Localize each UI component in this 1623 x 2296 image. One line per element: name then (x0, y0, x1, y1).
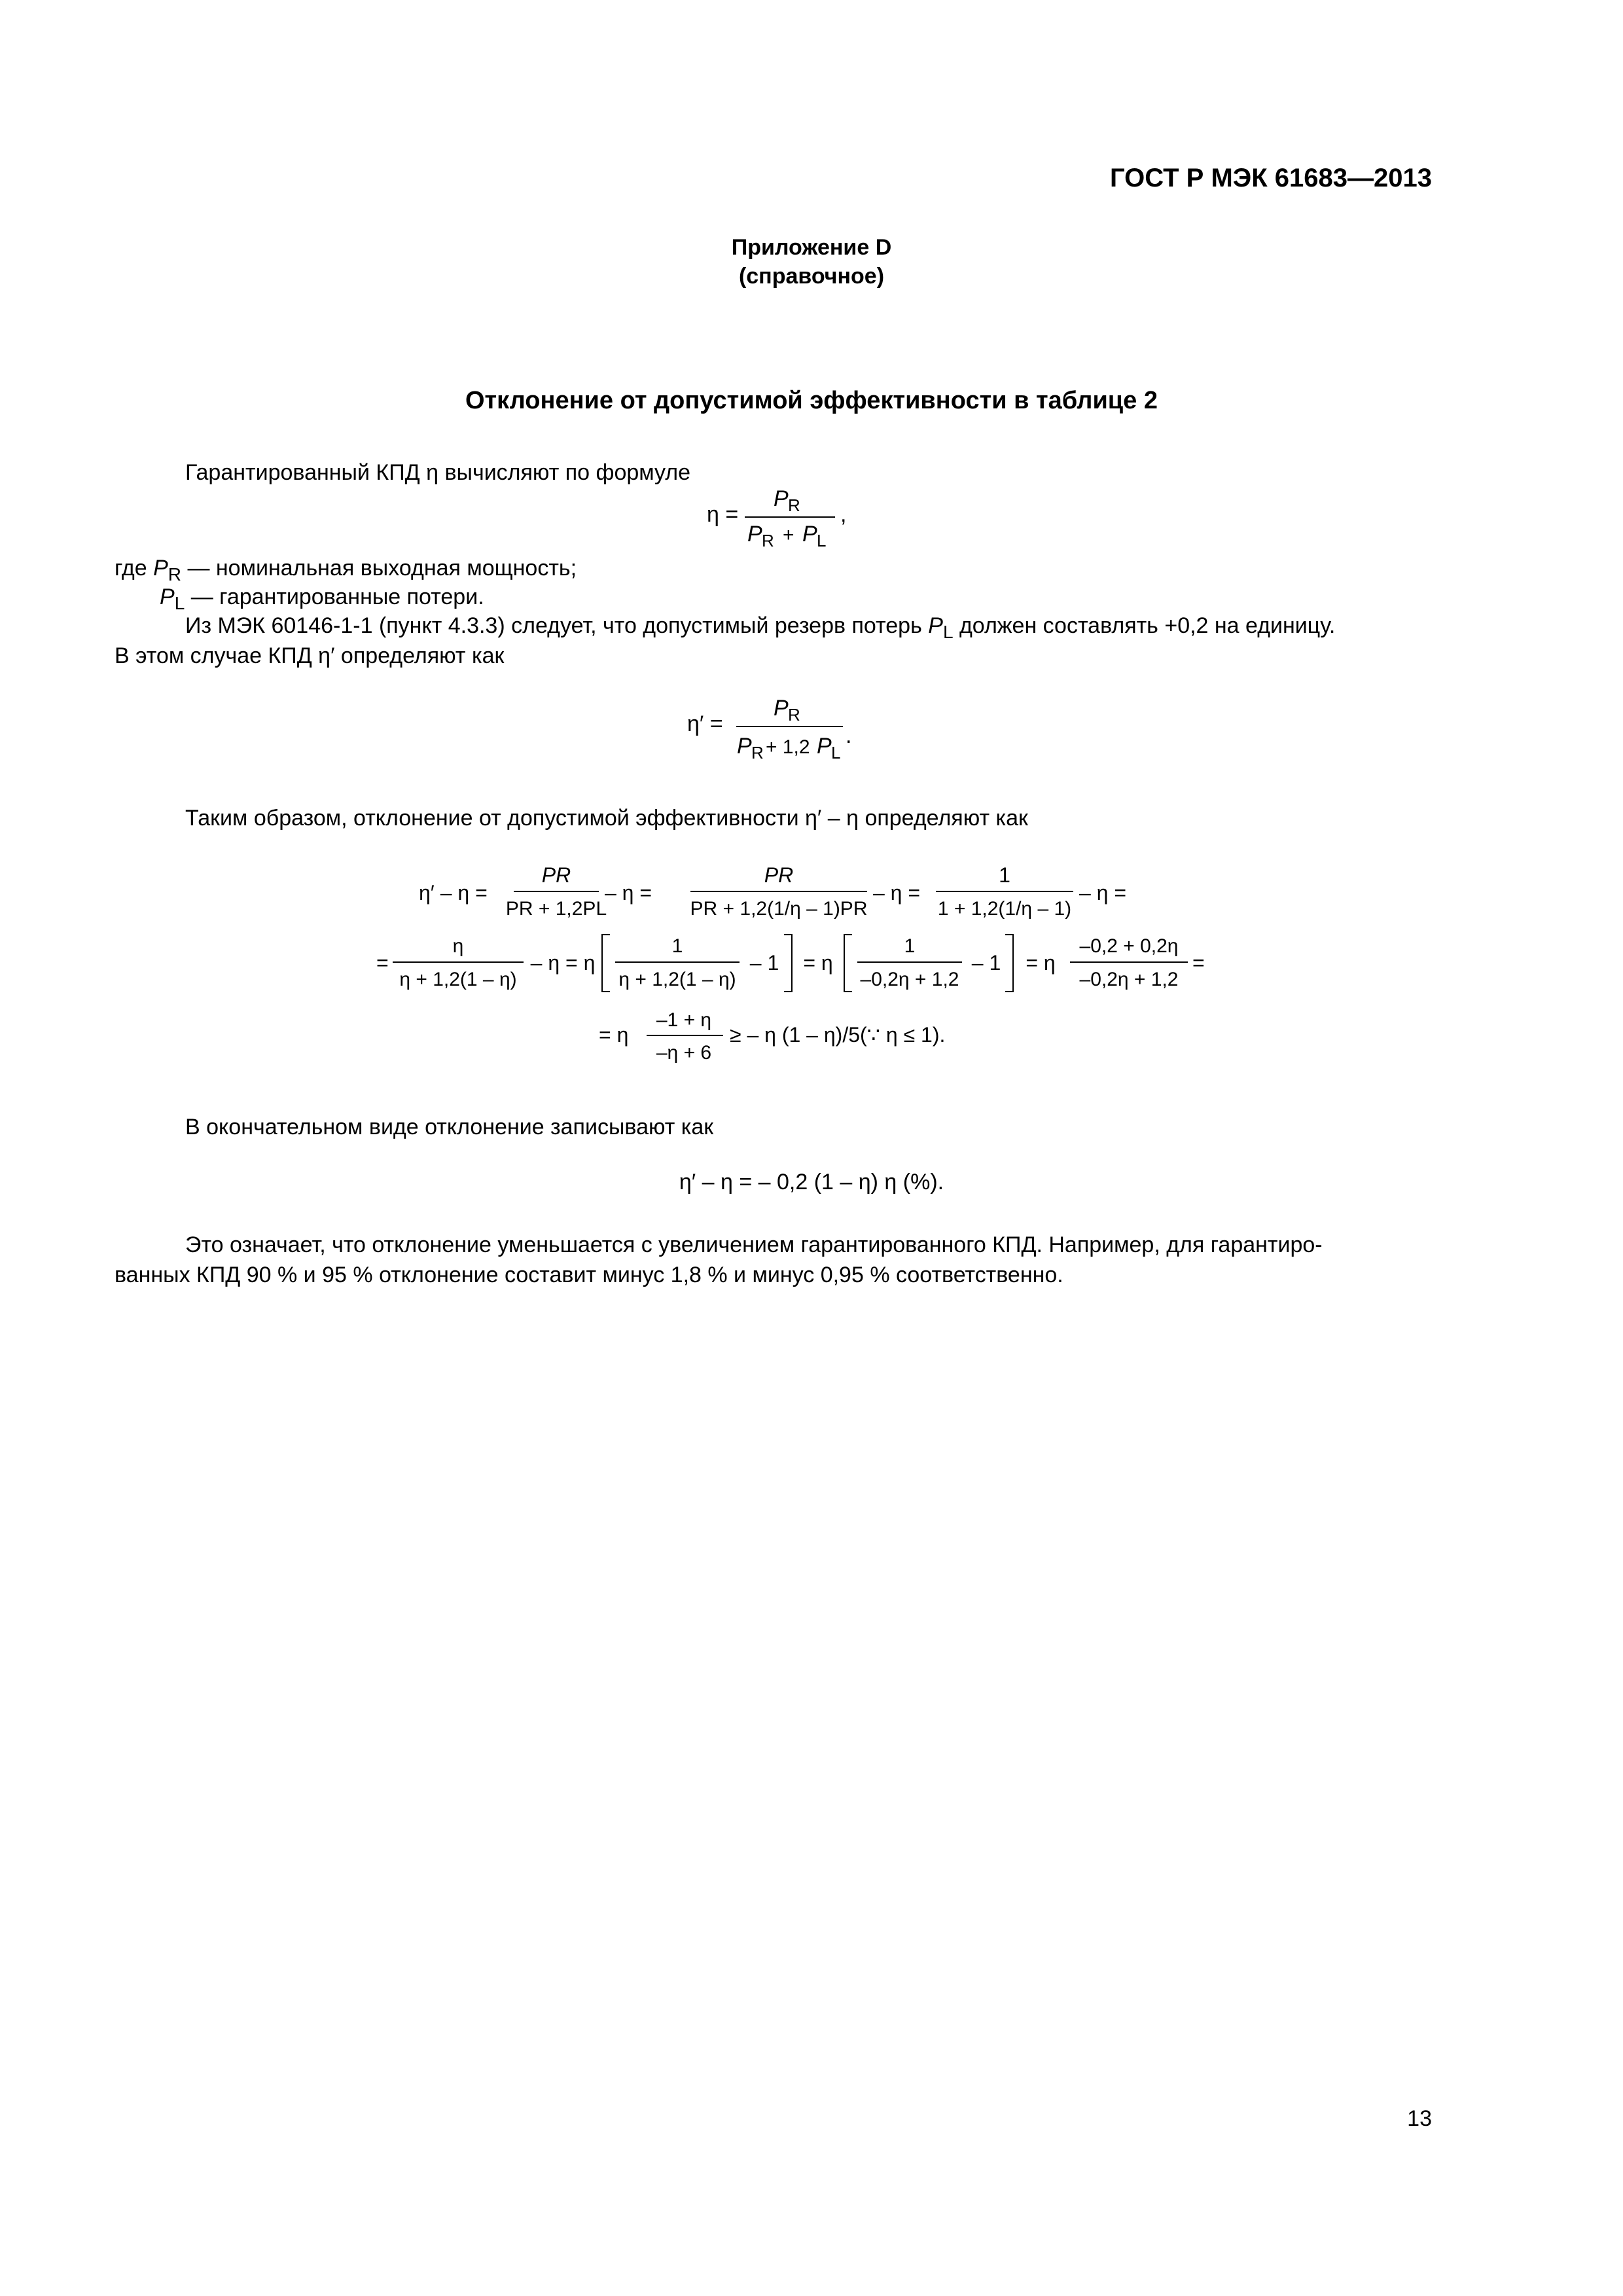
deriv-l2-bracket1-open (602, 935, 610, 992)
deriv-l2-lead: = (376, 951, 389, 975)
paragraph-reference-line2: В этом случае КПД η′ определяют как (115, 643, 505, 668)
deriv-l2-f4-den: –0,2η + 1,2 (1079, 969, 1179, 990)
where-text-1: — номинальная выходная мощность; (181, 556, 577, 581)
formula2-den-mid: + 1,2 (766, 736, 810, 758)
deriv-l2-b1-num: 1 (671, 935, 683, 957)
formula2-num: P (774, 696, 789, 721)
formula2-den2: P (817, 734, 832, 759)
formula2-den: P (737, 734, 752, 759)
deriv-l2-b2-den: –0,2η + 1,2 (860, 969, 959, 990)
deriv-l2-f1-num: η (452, 935, 464, 957)
formula2-den-sub: R (751, 743, 764, 762)
where-sub-1: R (168, 564, 181, 584)
appendix-type: (справочное) (738, 264, 885, 289)
formula2-num-sub: R (788, 705, 800, 725)
page-number: 13 (1407, 2106, 1432, 2131)
formula1-plus: + (783, 524, 794, 546)
formula-efficiency (707, 481, 877, 553)
deriv-l1-f1-den: PR + 1,2PL (505, 898, 607, 920)
deriv-l1-lhs: η′ – η = (419, 881, 488, 905)
deriv-l1-minus: – η = (604, 881, 652, 905)
formula2-den-sub2: L (831, 743, 841, 762)
deriv-l1-f3-den: 1 + 1,2(1/η – 1) (937, 898, 1072, 920)
deriv-l3-den: –η + 6 (656, 1042, 712, 1064)
deriv-l1-end: – η = (1079, 881, 1127, 905)
formula1-den-sub2: L (817, 531, 827, 550)
deriv-l1-f2-num: PR (764, 863, 794, 887)
where-sym-1: P (153, 556, 168, 581)
para2-text-a: Из МЭК 60146-1-1 (пункт 4.3.3) следует, что допустимый резерв потерь (185, 613, 929, 638)
deriv-l2-b1-den: η + 1,2(1 – η) (618, 969, 736, 990)
para2-text-b: должен составлять +0,2 на единицу. (953, 613, 1336, 638)
deriv-l1-f1-num: PR (541, 863, 571, 887)
deriv-l3-tail: ≥ – η (1 – η)/5(∵ η ≤ 1). (730, 1023, 946, 1047)
paragraph-conclusion-line1: Это означает, что отклонение уменьшается с увеличением гарантированного КПД. Например, для гарантиро- (185, 1232, 1323, 1257)
deriv-l2-end: = (1192, 951, 1205, 975)
deriv-l3-num: –1 + η (656, 1009, 712, 1031)
deriv-l3-lead: = η (599, 1023, 629, 1047)
paragraph-final-form: В окончательном виде отклонение записывают как (185, 1115, 714, 1139)
deriv-l2-eq2: = η (1026, 951, 1056, 975)
formula1-num: P (774, 486, 789, 511)
formula2-tail: . (846, 723, 852, 748)
where-text-2: — гарантированные потери. (185, 584, 484, 609)
document-header-id: ГОСТ Р МЭК 61683—2013 (1109, 164, 1432, 192)
deriv-l2-eq: = η (803, 951, 833, 975)
deriv-l2-b2-tail: – 1 (971, 951, 1001, 975)
deriv-l2-bracket2-open (844, 935, 852, 992)
where-sub-2: L (174, 593, 185, 613)
paragraph-conclusion-line2: ванных КПД 90 % и 95 % отклонение составит минус 1,8 % и минус 0,95 % соответственно. (115, 1263, 1063, 1287)
deriv-l2-f4-num: –0,2 + 0,2η (1079, 935, 1179, 957)
where-sym-2: P (160, 584, 175, 609)
formula1-den2: P (802, 522, 817, 547)
formula1-den: P (747, 522, 762, 547)
section-title: Отклонение от допустимой эффективности в таблице 2 (465, 387, 1158, 414)
appendix-heading (0, 233, 1623, 291)
formula-final: η′ – η = – 0,2 (1 – η) η (%). (679, 1170, 944, 1194)
deriv-l2-b1-tail: – 1 (749, 951, 779, 975)
deriv-l2-bracket1-close (784, 935, 792, 992)
para2-sub: L (942, 622, 954, 642)
formula-efficiency-prime (687, 691, 883, 769)
deriv-l2-bracket2-close (1005, 935, 1013, 992)
paragraph-deviation: Таким образом, отклонение от допустимой эффективности η′ – η определяют как (185, 806, 1028, 831)
formula2-lhs: η′ = (687, 711, 723, 736)
formula1-lhs: η = (707, 502, 739, 527)
deriv-l2-f1-den: η + 1,2(1 – η) (399, 969, 517, 990)
deriv-l2-mid1: – η = η (530, 951, 596, 975)
deriv-l1-minus2: – η = (872, 881, 921, 905)
deriv-l2-b2-num: 1 (904, 935, 916, 957)
appendix-label: Приложение D (731, 235, 892, 260)
paragraph-intro: Гарантированный КПД η вычисляют по формуле (185, 460, 691, 485)
where-prefix: где (115, 556, 154, 581)
deriv-l1-f3-num: 1 (999, 863, 1010, 887)
deriv-l1-f2-den: PR + 1,2(1/η – 1)PR (690, 898, 868, 920)
para2-sym: P (928, 613, 943, 638)
formula-derivation (366, 857, 1270, 1067)
formula1-num-sub: R (788, 495, 800, 515)
formula1-tail: , (840, 502, 847, 527)
formula1-den-sub1: R (762, 531, 774, 550)
